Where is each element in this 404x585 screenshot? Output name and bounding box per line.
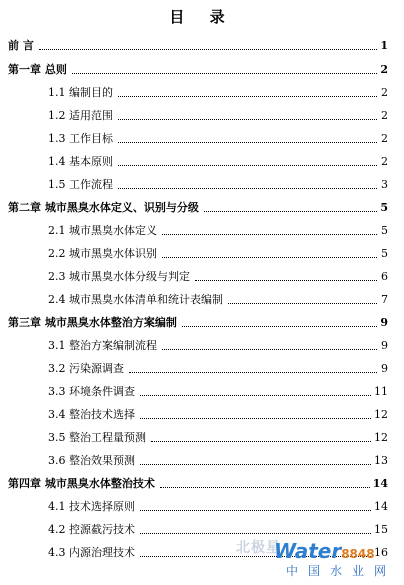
toc-page-number: 2 (381, 86, 388, 99)
toc-entry-label: 3.6 整治效果预测 (48, 454, 135, 467)
toc-entry-label: 第一章 总则 (8, 63, 67, 76)
toc-leader-dots (118, 164, 377, 166)
toc-entry-label: 3.1 整治方案编制流程 (48, 339, 157, 352)
watermark-text-bottom: 中国水业网 (286, 564, 397, 578)
toc-leader-dots (182, 325, 377, 327)
toc-leader-dots (162, 348, 377, 350)
toc-entry-label: 1.1 编制目的 (48, 86, 113, 99)
toc-section-row[interactable] (48, 264, 388, 284)
toc-leader-dots (118, 187, 377, 189)
toc-entry-label: 1.5 工作流程 (48, 178, 113, 191)
toc-leader-dots (129, 371, 377, 373)
toc-page-number: 12 (374, 408, 388, 421)
toc-leader-dots (160, 486, 370, 488)
toc-page-number: 13 (374, 454, 388, 467)
toc-page-number: 9 (380, 316, 388, 329)
toc-page-number: 9 (381, 362, 388, 375)
toc-page-number: 1 (380, 39, 388, 52)
toc-entry-label: 3.5 整治工程量预测 (48, 431, 146, 444)
toc-section-row[interactable] (48, 172, 388, 192)
toc-entry-label: 4.3 内源治理技术 (48, 546, 135, 559)
toc-leader-dots (39, 48, 377, 50)
toc-leader-dots (118, 95, 377, 97)
toc-entry-label: 第四章 城市黑臭水体整治技术 (8, 477, 155, 490)
toc-chapter-row[interactable] (8, 195, 388, 215)
toc-chapter-row[interactable] (8, 57, 388, 77)
toc-section-row[interactable] (48, 80, 388, 100)
toc-leader-dots (162, 233, 377, 235)
toc-chapter-row[interactable] (8, 33, 388, 53)
toc-page-number: 14 (374, 500, 388, 513)
toc-leader-dots (118, 141, 377, 143)
toc-section-row[interactable] (48, 103, 388, 123)
toc-page-number: 2 (381, 155, 388, 168)
toc-page-number: 2 (381, 109, 388, 122)
toc-entry-label: 3.4 整治技术选择 (48, 408, 135, 421)
toc-leader-dots (140, 394, 371, 396)
toc-page-number: 9 (381, 339, 388, 352)
toc-page-number: 12 (374, 431, 388, 444)
toc-entry-label: 第二章 城市黑臭水体定义、识别与分级 (8, 201, 199, 214)
toc-page-number: 5 (381, 224, 388, 237)
page-title: 目 录 (169, 8, 235, 26)
toc-page-number: 5 (380, 201, 388, 214)
toc-entry-label: 2.3 城市黑臭水体分级与判定 (48, 270, 190, 283)
toc-page-number: 5 (381, 247, 388, 260)
watermark-text-top: 北极星 (236, 540, 281, 556)
toc-section-row[interactable] (48, 149, 388, 169)
toc-section-row[interactable] (48, 402, 388, 422)
watermark-brand-word: Water (274, 539, 342, 563)
toc-page-number: 15 (374, 523, 388, 536)
toc-leader-dots (228, 302, 377, 304)
toc-entry-label: 前 言 (8, 39, 34, 52)
toc-entry-label: 1.4 基本原则 (48, 155, 113, 168)
watermark-logo (236, 535, 404, 585)
toc-page-number: 6 (381, 270, 388, 283)
toc-entry-label: 4.1 技术选择原则 (48, 500, 135, 513)
toc-section-row[interactable] (48, 425, 388, 445)
toc-entry-label: 2.2 城市黑臭水体识别 (48, 247, 157, 260)
toc-page-number: 7 (381, 293, 388, 306)
toc-page-number: 16 (374, 546, 388, 559)
toc-entry-label: 3.3 环境条件调查 (48, 385, 135, 398)
toc-entry-label: 2.1 城市黑臭水体定义 (48, 224, 157, 237)
toc-section-row[interactable] (48, 333, 388, 353)
toc-leader-dots (162, 256, 377, 258)
toc-page-number: 11 (374, 385, 388, 398)
toc-entry-label: 1.2 适用范围 (48, 109, 113, 122)
toc-section-row[interactable] (48, 379, 388, 399)
toc-leader-dots (140, 509, 371, 511)
toc-page-number: 2 (380, 63, 388, 76)
toc-leader-dots (72, 72, 377, 74)
toc-leader-dots (151, 440, 371, 442)
toc-leader-dots (195, 279, 377, 281)
toc-section-row[interactable] (48, 287, 388, 307)
toc-leader-dots (140, 463, 371, 465)
toc-entry-label: 1.3 工作目标 (48, 132, 113, 145)
toc-entry-label: 第三章 城市黑臭水体整治方案编制 (8, 316, 177, 329)
toc-section-row[interactable] (48, 517, 388, 537)
watermark-brand-number: 8848 (341, 547, 375, 561)
toc-chapter-row[interactable] (8, 310, 388, 330)
watermark-brand (274, 539, 375, 563)
toc-leader-dots (204, 210, 377, 212)
toc-page-number: 14 (372, 477, 388, 490)
toc-page-number: 3 (381, 178, 388, 191)
toc-entry-label: 3.2 污染源调查 (48, 362, 124, 375)
toc-entry-label: 4.2 控源截污技术 (48, 523, 135, 536)
toc-section-row[interactable] (48, 494, 388, 514)
toc-leader-dots (140, 532, 371, 534)
toc-section-row[interactable] (48, 356, 388, 376)
toc-page-number: 2 (381, 132, 388, 145)
toc-leader-dots (140, 417, 371, 419)
toc-section-row[interactable] (48, 218, 388, 238)
toc-entry-label: 2.4 城市黑臭水体清单和统计表编制 (48, 293, 223, 306)
toc-section-row[interactable] (48, 448, 388, 468)
toc-chapter-row[interactable] (8, 471, 388, 491)
toc-section-row[interactable] (48, 241, 388, 261)
toc-leader-dots (118, 118, 377, 120)
toc-section-row[interactable] (48, 126, 388, 146)
